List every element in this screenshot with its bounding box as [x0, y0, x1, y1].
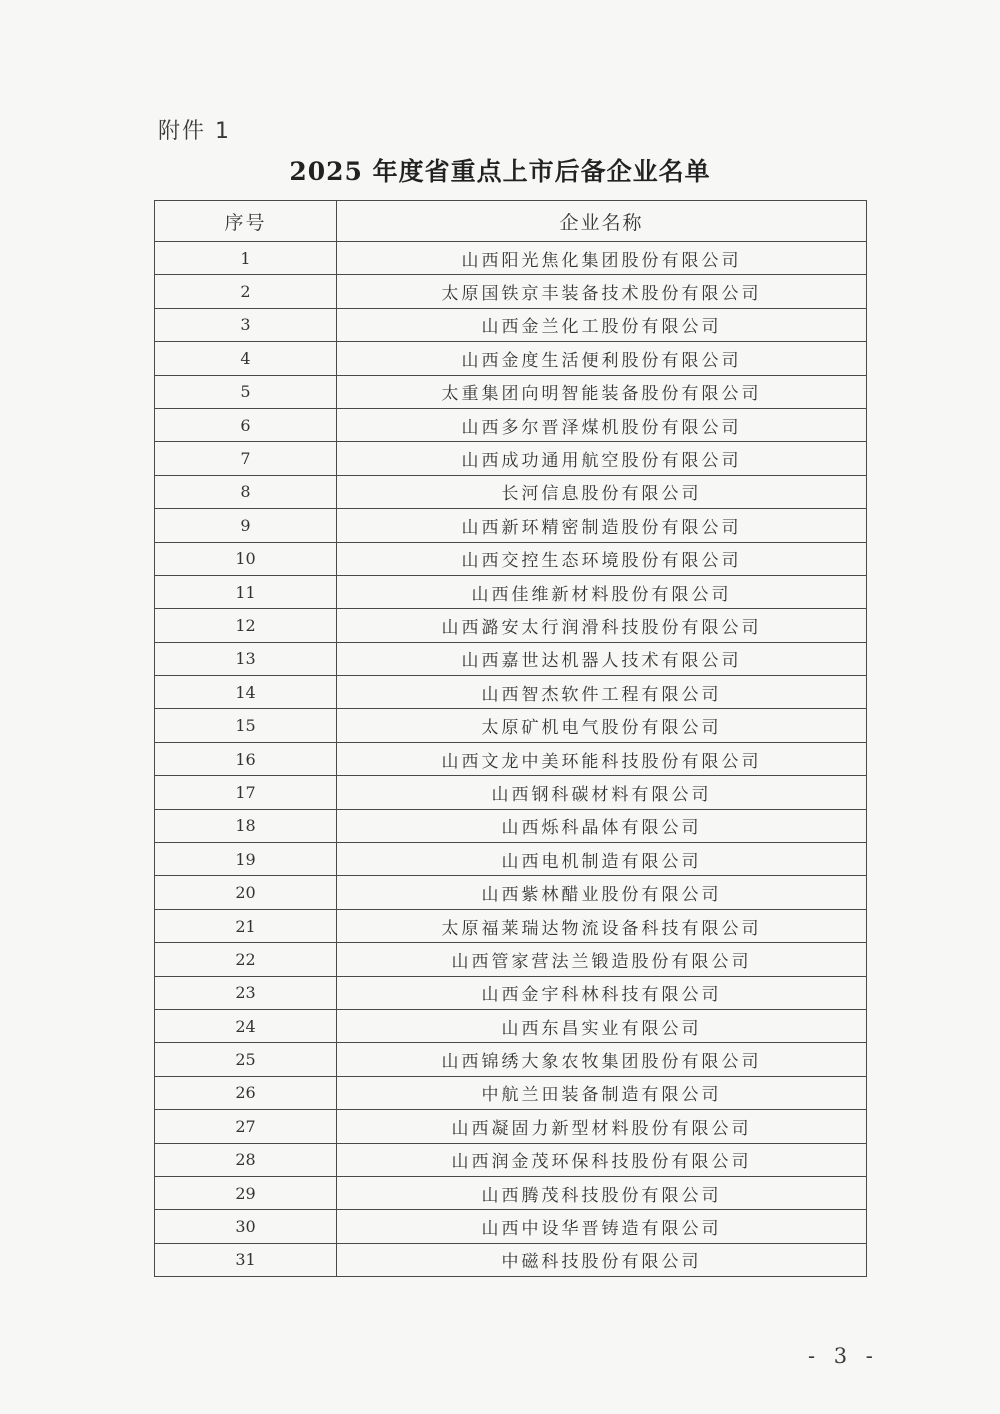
table-row [155, 1176, 867, 1209]
enterprise-name-cell: 山西新环精密制造股份有限公司 [337, 509, 867, 542]
serial-number-cell: 19 [155, 843, 337, 876]
table-row [155, 375, 867, 408]
serial-number-cell: 30 [155, 1210, 337, 1243]
enterprise-table [154, 200, 867, 1277]
enterprise-name-cell: 山西文龙中美环能科技股份有限公司 [337, 742, 867, 775]
enterprise-name-cell: 山西佳维新材料股份有限公司 [337, 575, 867, 608]
serial-number-cell: 9 [155, 509, 337, 542]
serial-number-cell: 2 [155, 275, 337, 308]
table-row [155, 408, 867, 441]
serial-number-cell: 15 [155, 709, 337, 742]
serial-number-cell: 3 [155, 308, 337, 341]
table-row [155, 809, 867, 842]
table-row [155, 676, 867, 709]
table-row [155, 776, 867, 809]
serial-number-cell: 10 [155, 542, 337, 575]
table-row [155, 275, 867, 308]
table-row [155, 308, 867, 341]
serial-number-cell: 11 [155, 575, 337, 608]
enterprise-name-cell: 山西潞安太行润滑科技股份有限公司 [337, 609, 867, 642]
serial-number-cell: 27 [155, 1110, 337, 1143]
enterprise-name-cell: 太重集团向明智能装备股份有限公司 [337, 375, 867, 408]
table-row [155, 876, 867, 909]
serial-number-cell: 26 [155, 1076, 337, 1109]
table-row [155, 742, 867, 775]
attachment-label: 附件 1 [158, 119, 231, 144]
table-row [155, 709, 867, 742]
table-row [155, 1143, 867, 1176]
enterprise-name-cell: 太原国铁京丰装备技术股份有限公司 [337, 275, 867, 308]
serial-number-cell: 17 [155, 776, 337, 809]
enterprise-name-cell: 山西阳光焦化集团股份有限公司 [337, 242, 867, 275]
table-row [155, 542, 867, 575]
enterprise-name-cell: 太原矿机电气股份有限公司 [337, 709, 867, 742]
serial-number-cell: 20 [155, 876, 337, 909]
enterprise-name-cell: 山西金兰化工股份有限公司 [337, 308, 867, 341]
serial-number-cell: 14 [155, 676, 337, 709]
table-row [155, 1076, 867, 1109]
serial-number-cell: 24 [155, 1009, 337, 1042]
serial-number-cell: 7 [155, 442, 337, 475]
document-title: 2025 年度省重点上市后备企业名单 [289, 157, 711, 186]
serial-number-cell: 16 [155, 742, 337, 775]
enterprise-name-cell: 山西润金茂环保科技股份有限公司 [337, 1143, 867, 1176]
table-row [155, 943, 867, 976]
table-row [155, 1210, 867, 1243]
serial-number-cell: 21 [155, 909, 337, 942]
enterprise-name-cell: 山西腾茂科技股份有限公司 [337, 1176, 867, 1209]
enterprise-name-cell: 太原福莱瑞达物流设备科技有限公司 [337, 909, 867, 942]
table-row [155, 642, 867, 675]
enterprise-name-cell: 山西紫林醋业股份有限公司 [337, 876, 867, 909]
enterprise-name-cell: 山西钢科碳材料有限公司 [337, 776, 867, 809]
header-serial-number: 序号 [155, 201, 337, 242]
table-row [155, 242, 867, 275]
serial-number-cell: 5 [155, 375, 337, 408]
table-row [155, 1009, 867, 1042]
enterprise-name-cell: 山西中设华晋铸造有限公司 [337, 1210, 867, 1243]
serial-number-cell: 28 [155, 1143, 337, 1176]
serial-number-cell: 4 [155, 342, 337, 375]
serial-number-cell: 6 [155, 408, 337, 441]
serial-number-cell: 1 [155, 242, 337, 275]
table-row [155, 442, 867, 475]
enterprise-name-cell: 山西金度生活便利股份有限公司 [337, 342, 867, 375]
serial-number-cell: 25 [155, 1043, 337, 1076]
serial-number-cell: 31 [155, 1243, 337, 1276]
serial-number-cell: 18 [155, 809, 337, 842]
enterprise-name-cell: 山西多尔晋泽煤机股份有限公司 [337, 408, 867, 441]
table-row [155, 575, 867, 608]
table-row [155, 976, 867, 1009]
enterprise-name-cell: 山西交控生态环境股份有限公司 [337, 542, 867, 575]
table-row [155, 1243, 867, 1276]
table-row [155, 475, 867, 508]
enterprise-name-cell: 山西智杰软件工程有限公司 [337, 676, 867, 709]
serial-number-cell: 12 [155, 609, 337, 642]
serial-number-cell: 8 [155, 475, 337, 508]
enterprise-name-cell: 山西凝固力新型材料股份有限公司 [337, 1110, 867, 1143]
serial-number-cell: 29 [155, 1176, 337, 1209]
header-enterprise-name: 企业名称 [337, 201, 867, 242]
table-row [155, 1110, 867, 1143]
enterprise-name-cell: 中航兰田装备制造有限公司 [337, 1076, 867, 1109]
table-row [155, 843, 867, 876]
serial-number-cell: 13 [155, 642, 337, 675]
enterprise-name-cell: 山西锦绣大象农牧集团股份有限公司 [337, 1043, 867, 1076]
serial-number-cell: 22 [155, 943, 337, 976]
table-row [155, 342, 867, 375]
table-row [155, 509, 867, 542]
enterprise-name-cell: 长河信息股份有限公司 [337, 475, 867, 508]
table-body [155, 242, 867, 1277]
table-row [155, 909, 867, 942]
enterprise-name-cell: 中磁科技股份有限公司 [337, 1243, 867, 1276]
enterprise-name-cell: 山西管家营法兰锻造股份有限公司 [337, 943, 867, 976]
enterprise-name-cell: 山西东昌实业有限公司 [337, 1009, 867, 1042]
enterprise-name-cell: 山西金宇科林科技有限公司 [337, 976, 867, 1009]
serial-number-cell: 23 [155, 976, 337, 1009]
enterprise-name-cell: 山西成功通用航空股份有限公司 [337, 442, 867, 475]
table-header-row [155, 201, 867, 242]
enterprise-name-cell: 山西电机制造有限公司 [337, 843, 867, 876]
enterprise-name-cell: 山西烁科晶体有限公司 [337, 809, 867, 842]
table-row [155, 1043, 867, 1076]
enterprise-name-cell: 山西嘉世达机器人技术有限公司 [337, 642, 867, 675]
table-row [155, 609, 867, 642]
page-number: - 3 - [808, 1344, 879, 1368]
